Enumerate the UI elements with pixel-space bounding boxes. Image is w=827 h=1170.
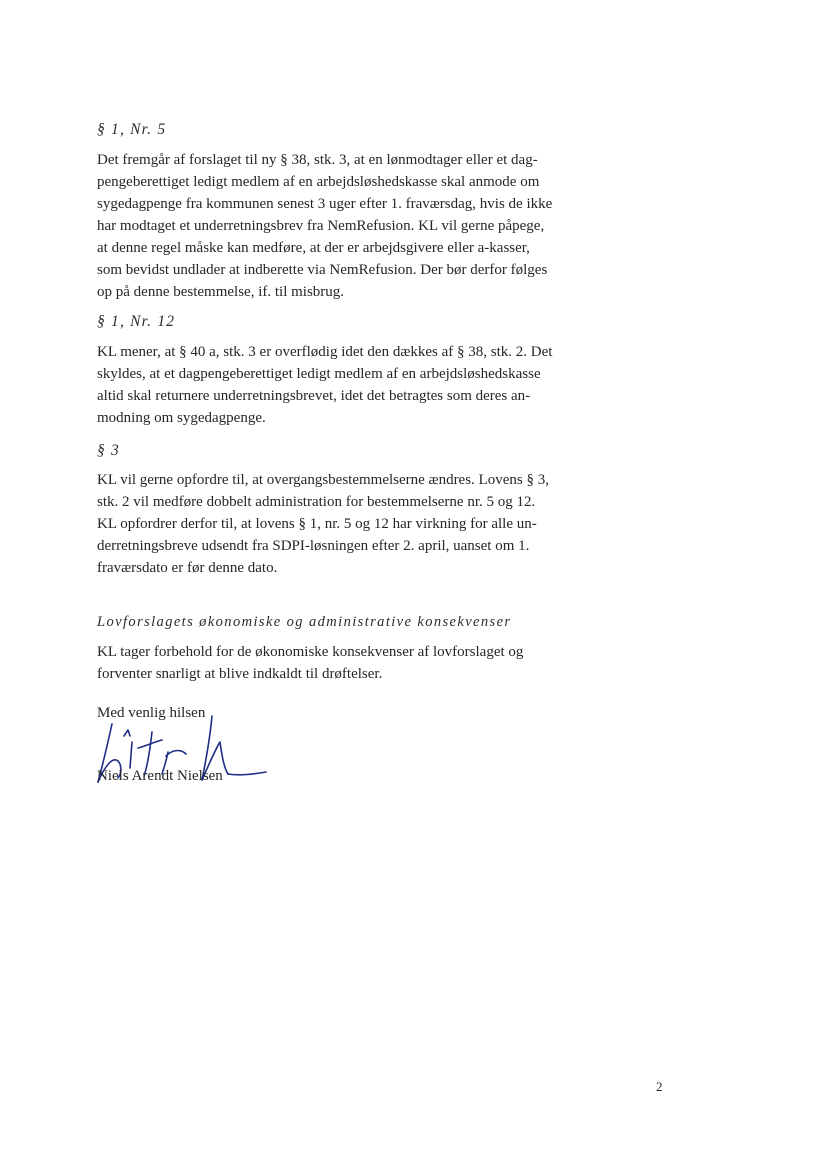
paragraph-line: KL tager forbehold for de økonomiske konsekvenser af lovforslaget og — [97, 644, 524, 660]
paragraph-line: KL mener, at § 40 a, stk. 3 er overflødig idet den dækkes af § 38, stk. 2. Det — [97, 344, 553, 360]
paragraph-line: pengeberettiget ledigt medlem af en arbejdsløshedskasse skal anmode om — [97, 174, 540, 190]
section-paragraph-1-nr-12 — [97, 341, 617, 429]
consequences-title: Lovforslagets økonomiske og administrative konsekvenser — [97, 614, 512, 630]
paragraph-line: har modtaget et underretningsbrev fra NemRefusion. KL vil gerne påpege, — [97, 218, 545, 234]
closing-greeting: Med venlig hilsen — [97, 705, 206, 721]
paragraph-line: at denne regel måske kan medføre, at der er arbejdsgivere eller a-kasser, — [97, 240, 530, 256]
paragraph-line: skyldes, at et dagpengeberettiget ledigt medlem af en arbejdsløshedskasse — [97, 366, 541, 382]
consequences-paragraph — [97, 641, 617, 685]
paragraph-line: KL vil gerne opfordre til, at overgangsbestemmelserne ændres. Lovens § 3, — [97, 472, 549, 488]
paragraph-line: altid skal returnere underretningsbrevet, idet det betragtes som deres an- — [97, 388, 531, 404]
signer-name: Niels Arendt Nielsen — [97, 768, 223, 784]
section-paragraph-1-nr-5 — [97, 149, 617, 303]
paragraph-line: modning om sygedagpenge. — [97, 410, 266, 426]
paragraph-line: forventer snarligt at blive indkaldt til drøftelser. — [97, 666, 383, 682]
paragraph-line: derretningsbreve udsendt fra SDPI-løsningen efter 2. april, uanset om 1. — [97, 538, 530, 554]
paragraph-line: stk. 2 vil medføre dobbelt administration for bestemmelserne nr. 5 og 12. — [97, 494, 536, 510]
paragraph-line: som bevidst undlader at indberette via NemRefusion. Der bør derfor følges — [97, 262, 548, 278]
page-number: 2 — [656, 1079, 663, 1094]
paragraph-line: Det fremgår af forslaget til ny § 38, stk. 3, at en lønmodtager eller et dag- — [97, 152, 538, 168]
paragraph-line: sygedagpenge fra kommunen senest 3 uger efter 1. fraværsdag, hvis de ikke — [97, 196, 553, 212]
section-paragraph-3 — [97, 469, 617, 579]
paragraph-line: op på denne bestemmelse, if. til misbrug. — [97, 284, 345, 300]
section-heading-1-nr-5: § 1, Nr. 5 — [97, 121, 167, 138]
section-heading-3: § 3 — [97, 442, 120, 459]
paragraph-line: KL opfordrer derfor til, at lovens § 1, nr. 5 og 12 har virkning for alle un- — [97, 516, 537, 532]
section-heading-1-nr-12: § 1, Nr. 12 — [97, 313, 176, 330]
paragraph-line: fraværsdato er før denne dato. — [97, 560, 278, 576]
